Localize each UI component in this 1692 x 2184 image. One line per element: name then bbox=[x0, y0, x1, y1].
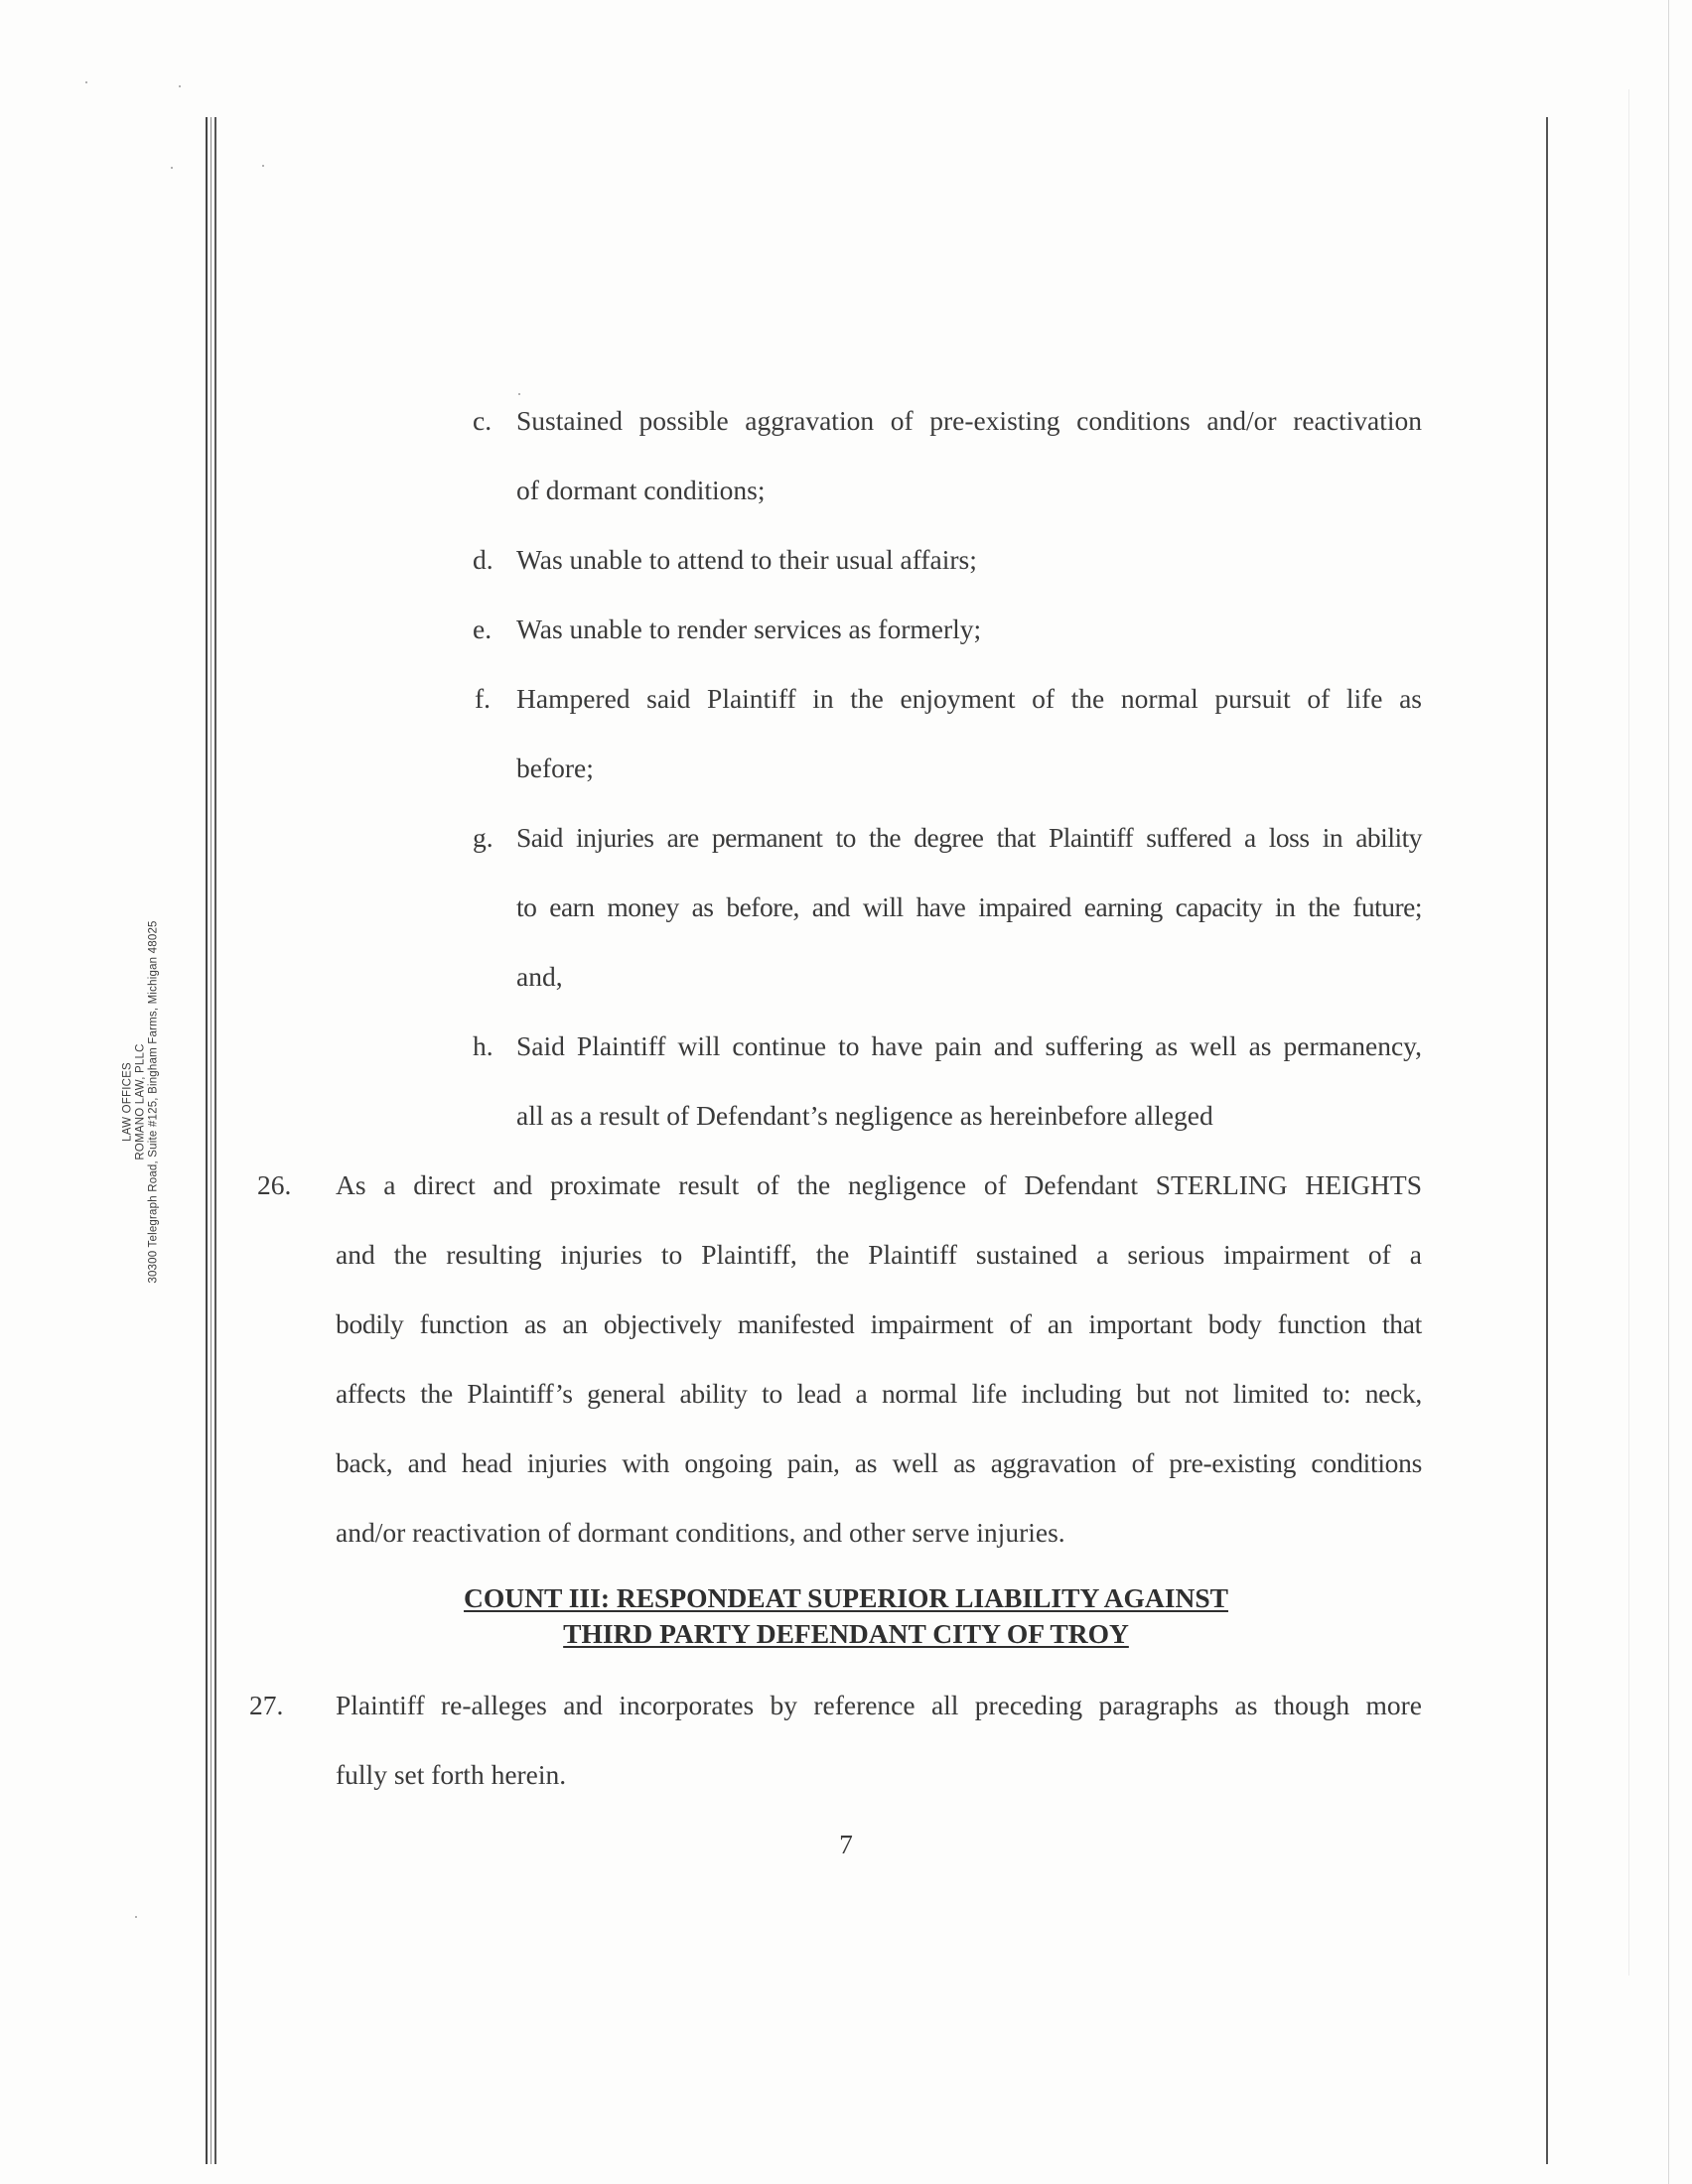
paragraph-26-line-4: affects the Plaintiff’s general ability to lead a normal life including but not limited to: neck, bbox=[336, 1378, 1422, 1409]
list-item-d-line-1: Was unable to attend to their usual affairs; bbox=[516, 544, 977, 575]
paragraph-26-line-2: and the resulting injuries to Plaintiff, the Plaintiff sustained a serious impairment of a bbox=[336, 1239, 1422, 1270]
paragraph-27-number: 27. bbox=[249, 1690, 284, 1720]
list-item-g-line-3: and, bbox=[516, 961, 563, 992]
page-number: 7 bbox=[839, 1829, 853, 1859]
count-heading-line-2: THIRD PARTY DEFENDANT CITY OF TROY bbox=[563, 1618, 1129, 1649]
list-item-letter-g: g. bbox=[473, 822, 494, 853]
sidebar-firm-address: 30300 Telegraph Road, Suite #125, Bingham Farms, Michigan 48025 bbox=[147, 920, 160, 1284]
list-item-letter-f: f. bbox=[475, 683, 492, 714]
list-item-c-line-1: Sustained possible aggravation of pre-existing conditions and/or reactivation bbox=[516, 405, 1422, 436]
list-item-f-line-1: Hampered said Plaintiff in the enjoyment of the normal pursuit of life as bbox=[516, 683, 1422, 714]
scan-edge-line-faint bbox=[1628, 89, 1629, 1976]
list-item-c-line-2: of dormant conditions; bbox=[516, 475, 766, 505]
list-item-letter-c: c. bbox=[473, 405, 493, 436]
paragraph-26-number: 26. bbox=[257, 1169, 292, 1200]
list-item-e-line-1: Was unable to render services as formerly; bbox=[516, 614, 982, 644]
list-item-h-line-1: Said Plaintiff will continue to have pain and suffering as well as permanency, bbox=[516, 1030, 1422, 1061]
list-item-g-line-2: to earn money as before, and will have impaired earning capacity in the future; bbox=[516, 891, 1422, 922]
count-heading-line-1: COUNT III: RESPONDEAT SUPERIOR LIABILITY AGAINST bbox=[464, 1582, 1228, 1613]
paragraph-26-line-3: bodily function as an objectively manifested impairment of an important body function that bbox=[336, 1308, 1422, 1339]
paragraph-27-line-2: fully set forth herein. bbox=[336, 1759, 567, 1790]
list-item-letter-h: h. bbox=[473, 1030, 494, 1061]
paragraph-26-line-5: back, and head injuries with ongoing pain, as well as aggravation of pre-existing conditions bbox=[336, 1447, 1422, 1478]
list-item-h-line-2: all as a result of Defendant’s negligence as hereinbefore alleged bbox=[516, 1100, 1213, 1131]
paragraph-26-line-6: and/or reactivation of dormant conditions, and other serve injuries. bbox=[336, 1517, 1065, 1548]
list-item-letter-e: e. bbox=[473, 614, 493, 644]
paragraph-27-line-1: Plaintiff re-alleges and incorporates by reference all preceding paragraphs as though more bbox=[336, 1690, 1422, 1720]
sidebar-firm-name: ROMANO LAW, PLLC bbox=[134, 1043, 147, 1160]
sidebar-law-offices: LAW OFFICES bbox=[121, 1062, 134, 1142]
list-item-g-line-1: Said injuries are permanent to the degree that Plaintiff suffered a loss in ability bbox=[516, 822, 1422, 853]
list-item-f-line-2: before; bbox=[516, 752, 594, 783]
list-item-letter-d: d. bbox=[473, 544, 494, 575]
paragraph-26-line-1: As a direct and proximate result of the negligence of Defendant STERLING HEIGHTS bbox=[336, 1169, 1422, 1200]
